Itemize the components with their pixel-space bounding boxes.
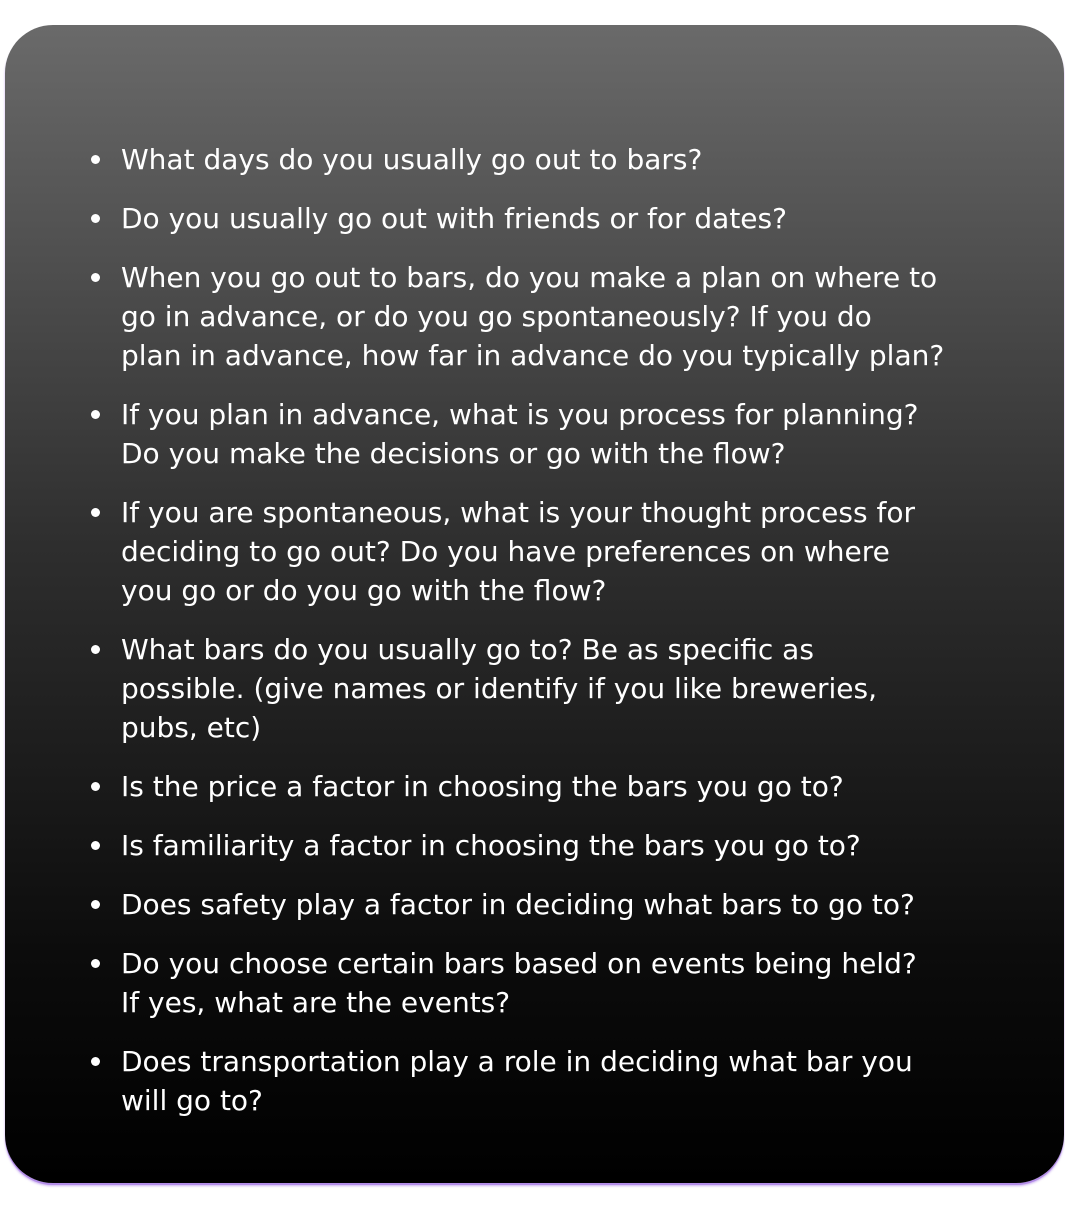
question-text: Is familiarity a factor in choosing the bars you go to? <box>121 829 861 862</box>
list-item <box>121 395 1064 473</box>
bullet-icon <box>91 645 100 654</box>
bullet-icon <box>91 900 100 909</box>
bullet-icon <box>91 410 100 419</box>
list-item <box>121 885 1064 924</box>
bullet-icon <box>91 782 100 791</box>
list-item <box>121 199 1064 238</box>
bullet-icon <box>91 841 100 850</box>
question-text: If you are spontaneous, what is your thought process for deciding to go out? Do you have preferences on where you go or do you go with the flow? <box>121 496 915 607</box>
bullet-icon <box>91 959 100 968</box>
question-text: Do you usually go out with friends or for dates? <box>121 202 787 235</box>
question-text: Is the price a factor in choosing the bars you go to? <box>121 770 844 803</box>
bullet-icon <box>91 214 100 223</box>
list-item <box>121 140 1064 179</box>
bullet-icon <box>91 508 100 517</box>
question-list <box>5 140 1064 1140</box>
list-item <box>121 493 1064 610</box>
question-text: If you plan in advance, what is you process for planning? Do you make the decisions or go with the flow? <box>121 398 919 470</box>
question-text: What bars do you usually go to? Be as specific as possible. (give names or identify if you like breweries, pubs, etc) <box>121 633 877 744</box>
bullet-icon <box>91 155 100 164</box>
question-text: Does safety play a factor in deciding what bars to go to? <box>121 888 915 921</box>
list-item <box>121 258 1064 375</box>
question-text: When you go out to bars, do you make a plan on where to go in advance, or do you go spontaneously? If you do plan in advance, how far in advance do you typically plan? <box>121 261 945 372</box>
question-text: Does transportation play a role in deciding what bar you will go to? <box>121 1045 913 1117</box>
question-text: What days do you usually go out to bars? <box>121 143 703 176</box>
list-item <box>121 944 1064 1022</box>
bullet-icon <box>91 1057 100 1066</box>
question-card <box>5 25 1064 1183</box>
list-item <box>121 630 1064 747</box>
list-item <box>121 826 1064 865</box>
list-item <box>121 1042 1064 1120</box>
bullet-icon <box>91 273 100 282</box>
question-text: Do you choose certain bars based on events being held? If yes, what are the events? <box>121 947 917 1019</box>
list-item <box>121 767 1064 806</box>
